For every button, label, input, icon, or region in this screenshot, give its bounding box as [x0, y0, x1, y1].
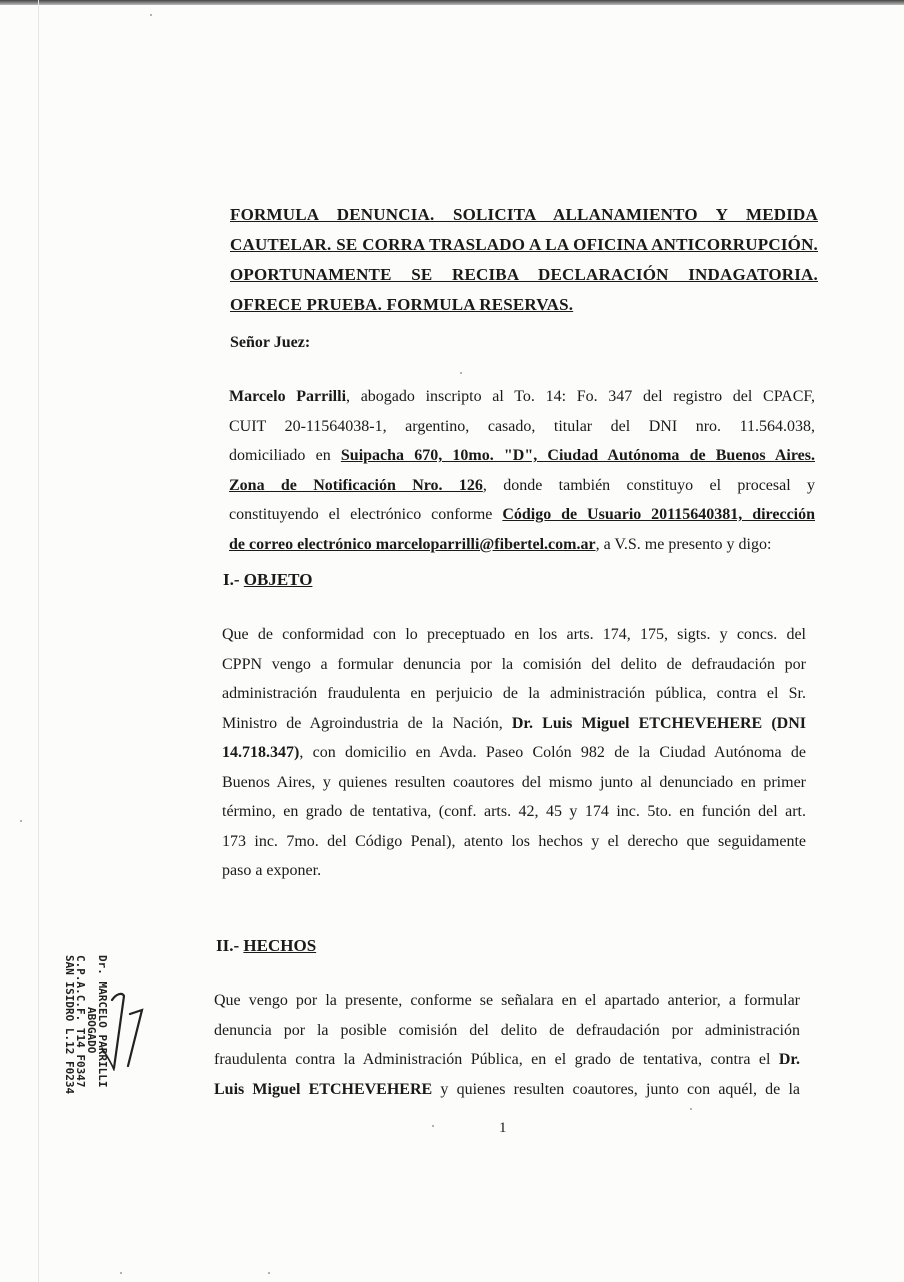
objeto-line: [222, 738, 806, 768]
intro-line: [229, 382, 815, 412]
salutation: Señor Juez:: [230, 334, 311, 351]
heading-line: OFRECE PRUEBA. FORMULA RESERVAS.: [230, 295, 574, 314]
accused-name: Luis Miguel ETCHEVEHERE: [214, 1080, 433, 1098]
page-left-edge: [38, 0, 39, 1282]
objeto-text: , con domicilio en Avda. Paseo Colón 982 de la Ciudad Autónoma de: [299, 744, 806, 761]
scan-speck: [20, 820, 22, 822]
hechos-line: [214, 1045, 800, 1075]
page-number: 1: [499, 1120, 507, 1136]
signature-mark: [42, 958, 162, 1118]
scan-speck: [268, 1272, 270, 1274]
hechos-line: denuncia por la posible comisión del delito de defraudación por administración: [214, 1021, 800, 1039]
objeto-line: 173 inc. 7mo. del Código Penal), atento los hechos y el derecho que seguidamente: [222, 832, 806, 850]
hechos-line: Que vengo por la presente, conforme se señalara en el apartado anterior, a formular: [214, 992, 800, 1009]
user-code: Código de Usuario 20115640381, dirección: [502, 506, 816, 523]
objeto-line: término, en grado de tentativa, (conf. arts. 42, 45 y 174 inc. 5to. en función del art.: [222, 803, 806, 820]
intro-line: CUIT 20-11564038-1, argentino, casado, titular del DNI nro. 11.564.038,: [229, 417, 815, 435]
heading-line: FORMULA DENUNCIA. SOLICITA ALLANAMIENTO Y MEDIDA: [230, 205, 818, 224]
section-objeto-heading: [223, 570, 312, 590]
stamp-line: Dr. MARCELO PARRILLI: [96, 955, 109, 1088]
section-number: I.-: [223, 570, 244, 589]
accused-dni: 14.718.347): [222, 744, 300, 761]
scan-speck: [120, 1272, 122, 1274]
objeto-line: administración fraudulenta en perjuicio de la administración pública, contra el Sr.: [222, 685, 806, 702]
hechos-paragraph: [214, 986, 800, 1104]
objeto-paragraph: [222, 620, 806, 886]
section-title: OBJETO: [243, 570, 313, 589]
intro-line: [229, 441, 815, 471]
accused-name: Dr. Luis Miguel ETCHEVEHERE (DNI: [511, 714, 807, 732]
intro-paragraph: [229, 382, 815, 559]
author-name: Marcelo Parrilli: [229, 388, 347, 405]
intro-line: [229, 500, 815, 530]
stamp-line: C.P.A.C.F. T14 F0347: [74, 955, 87, 1088]
intro-line: [229, 471, 815, 501]
section-title: HECHOS: [243, 936, 317, 955]
intro-text: constituyendo el electrónico conforme: [229, 506, 503, 523]
heading-line: CAUTELAR. SE CORRA TRASLADO A LA OFICINA ANTICORRUPCIÓN.: [230, 235, 818, 254]
document-heading: [230, 200, 818, 320]
scan-speck: [460, 372, 462, 374]
email-address: de correo electrónico marceloparrilli@fibertel.com.ar: [229, 535, 596, 553]
objeto-text: Ministro de Agroindustria de la Nación,: [222, 714, 512, 732]
scan-speck: [150, 14, 152, 16]
objeto-line: paso a exponer.: [222, 862, 322, 879]
hechos-text: fraudulenta contra la Administración Pública, en el grado de tentativa, contra el: [214, 1051, 779, 1068]
heading-line: OPORTUNAMENTE SE RECIBA DECLARACIÓN INDAGATORIA.: [230, 265, 818, 284]
hechos-line: [214, 1075, 800, 1105]
objeto-line: [222, 709, 806, 739]
objeto-line: Buenos Aires, y quienes resulten coautores del mismo junto al denunciado en primer: [222, 773, 806, 791]
stamp-line: SAN ISIDRO L.12 F0234: [63, 955, 76, 1095]
page-top-edge: [0, 0, 904, 5]
address: Suipacha 670, 10mo. "D", Ciudad Autónoma de Buenos Aires.: [340, 447, 815, 464]
intro-line: [229, 530, 815, 560]
intro-text: , abogado inscripto al To. 14: Fo. 347 del registro del CPACF,: [346, 388, 815, 405]
stamp-line: ABOGADO: [85, 1007, 98, 1054]
objeto-line: CPPN vengo a formular denuncia por la comisión del delito de defraudación por: [222, 655, 806, 673]
hechos-text: y quienes resulten coautores, junto con aquél, de la: [432, 1080, 800, 1098]
notification-zone: Zona de Notificación Nro. 126: [229, 476, 483, 494]
section-number: II.-: [216, 936, 244, 955]
hechos-bold: Dr.: [778, 1051, 800, 1068]
scan-speck: [690, 1108, 692, 1110]
intro-text: , donde también constituyo el procesal y: [482, 476, 815, 494]
section-hechos-heading: [216, 936, 316, 956]
objeto-line: Que de conformidad con lo preceptuado en los arts. 174, 175, sigts. y concs. del: [222, 626, 806, 643]
intro-text: , a V.S. me presento y digo:: [595, 535, 772, 553]
intro-text: domiciliado en: [229, 447, 341, 464]
scan-speck: [432, 1125, 434, 1127]
